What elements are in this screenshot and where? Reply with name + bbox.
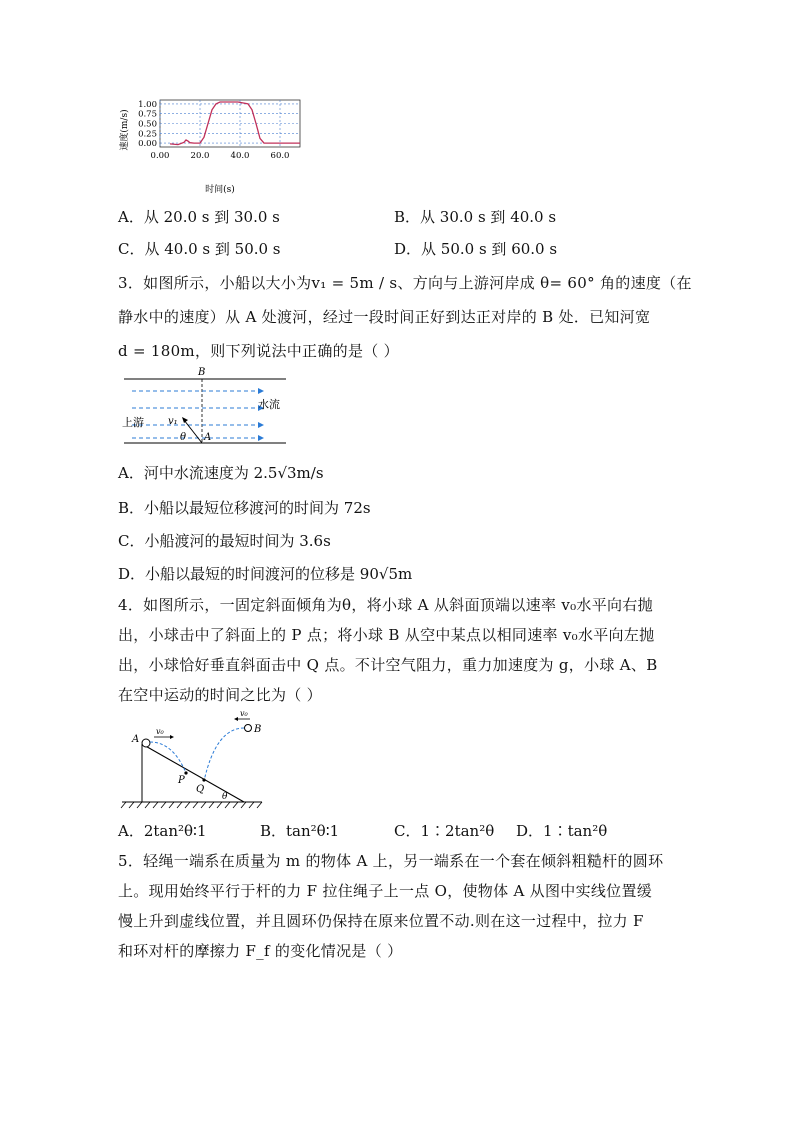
q5-stem-line4: 和环对杆的摩擦力 F_f 的变化情况是（ ）	[118, 942, 403, 960]
incline-label-b: B	[254, 724, 262, 735]
river-label-v1: v₁	[168, 416, 178, 427]
chart-x-label: 时间(s)	[205, 185, 235, 195]
q3-option-b: B．小船以最短位移渡河的时间为 72s	[118, 499, 371, 517]
chart-ticks	[138, 100, 289, 161]
river-diagram	[118, 366, 293, 448]
chart-x-tick-label: 0.00	[150, 151, 170, 161]
chart-x-tick-label: 40.0	[230, 151, 250, 161]
incline-label-p: P	[178, 775, 185, 786]
q3-stem-line3: d = 180m，则下列说法中正确的是（ ）	[118, 342, 399, 360]
q2-option-b: B．从 30.0 s 到 40.0 s	[394, 208, 557, 226]
chart-y-tick-label: 0.50	[138, 119, 157, 130]
q2-option-a: A．从 20.0 s 到 30.0 s	[118, 208, 280, 226]
river-label-water: 水流	[258, 398, 280, 411]
q5-stem-line1: 5．轻绳一端系在质量为 m 的物体 A 上，另一端系在一个套在倾斜粗糙杆的圆环	[118, 852, 664, 870]
q4-option-c: C．1∶2tan²θ	[394, 822, 495, 840]
q2-option-d: D．从 50.0 s 到 60.0 s	[394, 240, 558, 258]
river-label-b: B	[198, 367, 206, 378]
incline-label-q: Q	[196, 784, 205, 795]
river-label-upstream: 上游	[122, 416, 144, 429]
chart-x-tick-label: 60.0	[270, 151, 290, 161]
q4-stem-line3: 出，小球恰好垂直斜面击中 Q 点。不计空气阻力，重力加速度为 g，小球 A、B	[118, 656, 658, 674]
q4-option-b: B．tan²θ∶1	[260, 822, 340, 840]
q5-stem-line3: 慢上升到虚线位置，并且圆环仍保持在原来位置不动.则在这一过程中，拉力 F	[118, 912, 644, 930]
chart-y-tick-label: 0.75	[138, 109, 157, 120]
q5-stem-line2: 上。现用始终平行于杆的力 F 拉住绳子上一点 O，使物体 A 从图中实线位置缓	[118, 882, 653, 900]
q4-option-d: D．1∶tan²θ	[516, 822, 608, 840]
q4-option-a: A．2tan²θ∶1	[118, 822, 207, 840]
incline-diagram	[118, 706, 266, 812]
chart-y-tick-label: 0.00	[138, 139, 157, 150]
q2-option-c: C．从 40.0 s 到 50.0 s	[118, 240, 281, 258]
incline-label-a: A	[132, 734, 140, 745]
incline-label-v0-a: v₀	[156, 727, 164, 736]
incline-label-theta: θ	[222, 792, 228, 802]
q3-stem-line2: 静水中的速度）从 A 处渡河，经过一段时间正好到达正对岸的 B 处．已知河宽	[118, 308, 651, 326]
chart-y-tick-label: 1.00	[138, 99, 157, 110]
q4-stem-line4: 在空中运动的时间之比为（ ）	[118, 686, 322, 704]
q3-option-c: C．小船渡河的最短时间为 3.6s	[118, 532, 331, 550]
chart-y-tick-label: 0.25	[138, 129, 157, 140]
river-label-a: A	[204, 432, 212, 443]
chart-x-tick-label: 20.0	[190, 151, 210, 161]
q3-option-d: D．小船以最短的时间渡河的位移是 90√5m	[118, 565, 413, 583]
q3-option-a: A．河中水流速度为 2.5√3m/s	[118, 464, 324, 482]
chart-grid	[160, 100, 300, 147]
velocity-time-chart	[115, 95, 315, 195]
incline-label-v0-b: v₀	[240, 709, 248, 718]
q3-stem-line1: 3．如图所示，小船以大小为v₁ = 5m / s、方向与上游河岸成 θ= 60° 角的速度（在	[118, 274, 692, 292]
q4-stem-line2: 出，小球击中了斜面上的 P 点；将小球 B 从空中某点以相同速率 v₀水平向左抛	[118, 626, 655, 644]
river-label-theta: θ	[180, 432, 187, 443]
chart-y-label: 速度(m/s)	[120, 109, 130, 151]
q4-stem-line1: 4．如图所示，一固定斜面倾角为θ，将小球 A 从斜面顶端以速率 v₀水平向右抛	[118, 596, 653, 614]
